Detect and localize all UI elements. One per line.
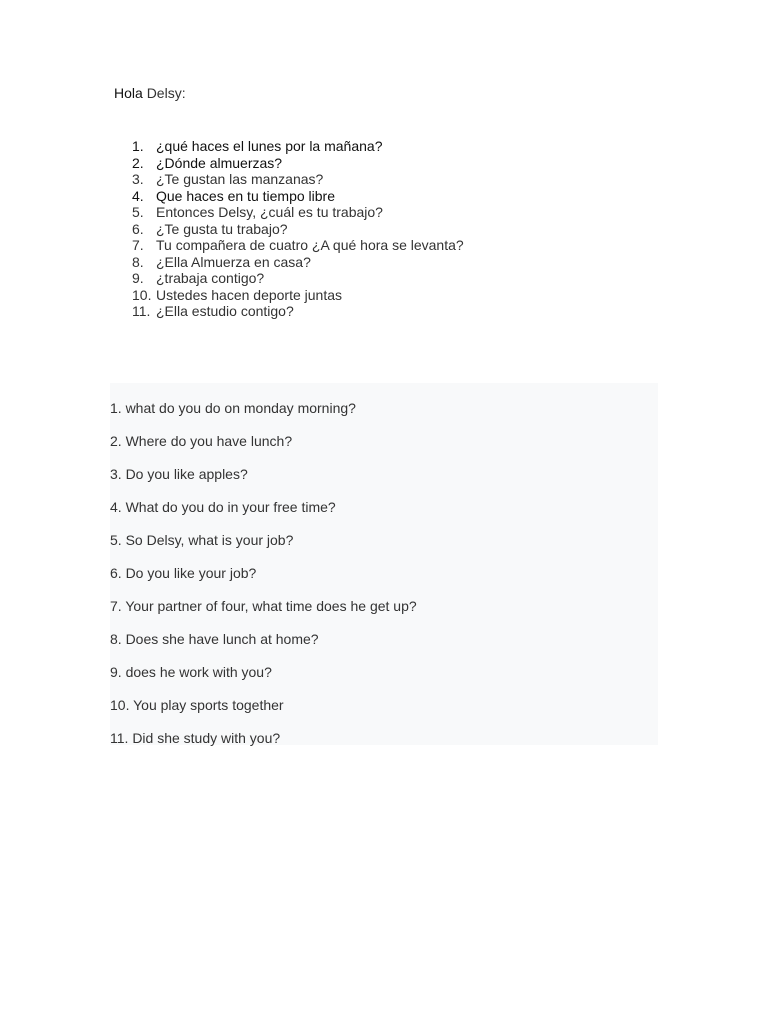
list-item [132,188,464,205]
list-item [132,221,464,238]
list-item: 8. Does she have lunch at home? [110,631,319,647]
list-item: 9. does he work with you? [110,664,272,680]
list-item-number: 6. [132,220,144,237]
greeting-hello: Hola [114,85,143,101]
list-item: 5. So Delsy, what is your job? [110,532,294,548]
list-item-number: 7. [132,237,144,253]
list-item-text: ¿Dónde almuerzas? [156,154,283,171]
list-item-text: Entonces Delsy, ¿cuál es tu trabajo? [156,204,383,220]
list-item: 2. Where do you have lunch? [110,433,293,449]
list-item-number: 5. [132,204,144,220]
list-item: 10. You play sports together [110,697,284,713]
list-item-text: ¿Te gusta tu trabajo? [156,220,288,237]
list-item [132,155,464,172]
list-item-number: 8. [132,253,144,270]
list-item: 7. Your partner of four, what time does he get up? [110,598,417,614]
list-item [132,270,464,287]
list-item-number: 3. [132,171,144,187]
list-item-number: 10. [132,286,152,303]
greeting-name: Delsy: [146,85,186,101]
list-item-number: 9. [132,270,144,286]
english-translations-list [110,399,417,762]
list-item-number: 1. [132,138,144,154]
list-item: 1. what do you do on monday morning? [110,400,356,416]
list-item-text: ¿Ella estudio contigo? [156,303,294,319]
list-item-number: 11. [132,303,151,319]
list-item [132,204,464,221]
list-item-text: ¿qué haces el lunes por la mañana? [156,138,383,154]
spanish-questions-list [132,138,464,320]
list-item-number: 4. [132,187,144,204]
list-item-text: ¿trabaja contigo? [156,270,265,286]
list-item: 11. Did she study with you? [110,730,281,746]
list-item [132,171,464,188]
list-item-number: 2. [132,154,144,171]
list-item [132,138,464,155]
list-item: 6. Do you like your job? [110,565,257,581]
list-item: 3. Do you like apples? [110,466,248,482]
english-translations-block [110,383,658,745]
greeting-line [114,85,186,102]
list-item-text: Tu compañera de cuatro ¿A qué hora se levanta? [156,237,464,253]
list-item-text: Que haces en tu tiempo libre [156,187,335,204]
list-item: 4. What do you do in your free time? [110,499,336,515]
list-item-text: Ustedes hacen deporte juntas [156,286,343,303]
list-item-text: ¿Te gustan las manzanas? [156,171,324,187]
list-item [132,303,464,320]
list-item [132,254,464,271]
list-item [132,287,464,304]
list-item-text: ¿Ella Almuerza en casa? [156,253,311,270]
list-item [132,237,464,254]
